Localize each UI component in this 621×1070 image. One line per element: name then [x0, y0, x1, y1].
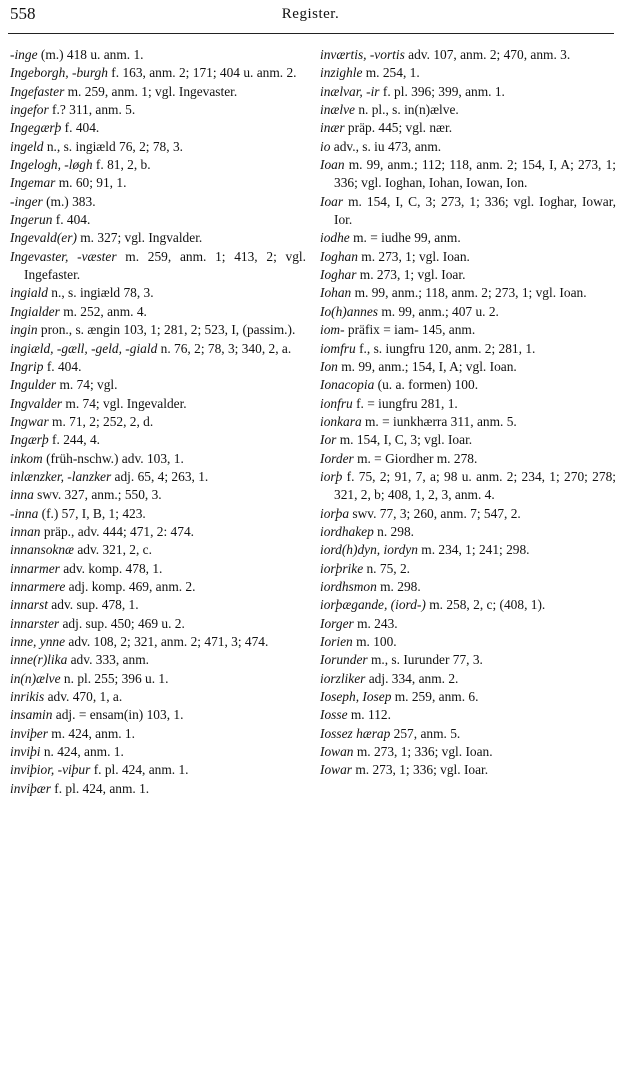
- index-entry: [320, 284, 616, 302]
- index-headword: inlænzker, -lanzker: [10, 468, 112, 484]
- index-entry: [320, 248, 616, 266]
- index-references: (m.) 383.: [42, 193, 96, 209]
- index-references: f. 404.: [52, 212, 91, 228]
- index-entry: [10, 743, 306, 761]
- index-headword: inværtis, -vortis: [320, 47, 405, 62]
- index-entry: [320, 138, 616, 156]
- index-headword: inviþær: [10, 780, 51, 796]
- index-headword: innarmer: [10, 560, 60, 576]
- index-entry: [320, 156, 616, 193]
- index-headword: inviþior, -viþur: [10, 762, 91, 778]
- left-column: [10, 46, 306, 798]
- index-references: n. pl., s. in(n)ælve.: [354, 102, 459, 118]
- index-entry: [10, 706, 306, 724]
- index-references: n. 75, 2.: [363, 560, 411, 576]
- index-headword: innan: [10, 523, 41, 539]
- index-headword: Ioghar: [320, 267, 357, 283]
- index-headword: innarster: [10, 615, 60, 631]
- index-entry: [320, 450, 616, 468]
- index-references: f. 404.: [43, 358, 82, 374]
- index-entry: [10, 450, 306, 468]
- index-headword: inviþi: [10, 744, 41, 760]
- index-entry: [320, 229, 616, 247]
- index-headword: ionfru: [320, 395, 353, 411]
- index-entry: [10, 211, 306, 229]
- index-references: f. pl. 424, anm. 1.: [50, 780, 150, 796]
- index-entry: [10, 193, 306, 211]
- index-headword: ingiæld, -gæll, -geld, -giald: [10, 340, 158, 356]
- index-headword: Ingelogh, -løgh: [10, 157, 93, 173]
- index-references: f.? 311, anm. 5.: [48, 102, 136, 118]
- index-references: f. 81, 2, b.: [92, 157, 151, 173]
- index-headword: Ionacopia: [320, 377, 375, 393]
- index-entry: [320, 193, 616, 230]
- index-headword: inær: [320, 120, 345, 136]
- index-references: präp. 445; vgl. nær.: [344, 120, 453, 136]
- index-headword: iorzliker: [320, 670, 366, 686]
- index-references: m. 273, 1; 336; vgl. Ioar.: [352, 762, 489, 778]
- index-entry: [320, 46, 616, 64]
- index-references: m. = Giordher m. 278.: [353, 450, 478, 466]
- index-entry: [10, 413, 306, 431]
- index-entry: [10, 505, 306, 523]
- index-references: swv. 77, 3; 260, anm. 7; 547, 2.: [349, 505, 521, 521]
- index-headword: Ingegærþ: [10, 120, 62, 136]
- index-references: adv. 470, 1, a.: [44, 689, 123, 705]
- index-references: m., s. Iurunder 77, 3.: [367, 652, 483, 668]
- index-headword: Ingerun: [10, 212, 53, 228]
- index-entry: [320, 523, 616, 541]
- index-references: m. 112.: [347, 707, 391, 723]
- index-headword: Iossez hærap: [320, 725, 391, 741]
- index-headword: iordhsmon: [320, 578, 377, 594]
- index-headword: inkom: [10, 450, 43, 466]
- index-references: pron., s. ængin 103, 1; 281, 2; 523, I, (passim.).: [37, 322, 296, 338]
- index-entry: [320, 266, 616, 284]
- index-references: n. 424, anm. 1.: [40, 744, 124, 760]
- index-entry: [10, 248, 306, 285]
- index-entry: [10, 670, 306, 688]
- index-entry: [10, 358, 306, 376]
- index-references: m. = iunkhærra 311, anm. 5.: [361, 413, 517, 429]
- index-headword: Ior: [320, 432, 337, 448]
- index-headword: Ioseph, Iosep: [320, 689, 392, 705]
- index-references: n. 298.: [373, 523, 414, 539]
- index-entry: [320, 743, 616, 761]
- index-entry: [320, 505, 616, 523]
- index-entry: [10, 431, 306, 449]
- index-headword: Ingvalder: [10, 395, 63, 411]
- index-references: m. = iudhe 99, anm.: [349, 230, 461, 246]
- index-headword: ingiald: [10, 285, 48, 301]
- index-references: f. 244, 4.: [48, 432, 101, 448]
- index-entry: [10, 101, 306, 119]
- index-entry: [10, 780, 306, 798]
- index-headword: Iorunder: [320, 652, 368, 668]
- index-references: m. 273, 1; 336; vgl. Ioan.: [353, 744, 493, 760]
- index-entry: [320, 431, 616, 449]
- index-headword: iorþa: [320, 505, 350, 521]
- index-headword: iodhe: [320, 230, 350, 246]
- index-references: adv. 107, anm. 2; 470, anm. 3.: [404, 47, 571, 62]
- index-headword: iorþ: [320, 468, 343, 484]
- index-headword: Ingrip: [10, 358, 44, 374]
- index-headword: Ingevaster, -væster: [10, 248, 117, 264]
- index-references: m. 252, anm. 4.: [59, 303, 147, 319]
- index-headword: iorþægande, (iord-): [320, 597, 426, 613]
- index-entry: [10, 83, 306, 101]
- index-entry: [320, 340, 616, 358]
- index-headword: inælvar, -ir: [320, 83, 380, 99]
- index-references: adj. = ensam(in) 103, 1.: [52, 707, 184, 723]
- index-headword: innansoknæ: [10, 542, 74, 558]
- index-entry: [320, 670, 616, 688]
- index-references: m. 74; vgl.: [56, 377, 118, 393]
- index-references: (f.) 57, I, B, 1; 423.: [38, 505, 146, 521]
- index-references: m. 273, 1; vgl. Ioan.: [357, 248, 470, 264]
- index-references: f. pl. 396; 399, anm. 1.: [379, 83, 505, 99]
- index-headword: innarst: [10, 597, 48, 613]
- index-headword: inne(r)lika: [10, 652, 68, 668]
- index-references: m. 327; vgl. Ingvalder.: [76, 230, 203, 246]
- index-headword: -inge: [10, 47, 38, 62]
- index-references: m. 74; vgl. Ingevalder.: [62, 395, 187, 411]
- index-references: adj. komp. 469, anm. 2.: [65, 578, 196, 594]
- index-entry: [320, 468, 616, 505]
- index-headword: Io(h)annes: [320, 303, 379, 319]
- running-head: Register.: [281, 6, 340, 22]
- index-headword: iom-: [320, 322, 345, 338]
- index-references: m. 99, anm.; 407 u. 2.: [378, 303, 499, 319]
- index-entry: [320, 358, 616, 376]
- index-entry: [320, 321, 616, 339]
- index-headword: -inna: [10, 505, 39, 521]
- index-headword: Iowan: [320, 744, 354, 760]
- index-headword: Ingulder: [10, 377, 57, 393]
- index-entry: [10, 468, 306, 486]
- index-headword: Ingwar: [10, 413, 49, 429]
- index-references: f. = iungfru 281, 1.: [352, 395, 458, 411]
- index-references: adj. sup. 450; 469 u. 2.: [59, 615, 185, 631]
- header-rule: [8, 33, 614, 34]
- index-entry: [320, 83, 616, 101]
- index-entry: [320, 101, 616, 119]
- index-entry: [320, 413, 616, 431]
- index-references: (m.) 418 u. anm. 1.: [37, 47, 144, 62]
- index-references: adv. komp. 478, 1.: [59, 560, 163, 576]
- index-references: m. 99, anm.; 112; 118, anm. 2; 154, I, A; 273, 1; 336; vgl. Ioghan, Iohan, Iowan, Ion.: [334, 157, 616, 191]
- index-references: m. 258, 2, c; (408, 1).: [425, 597, 546, 613]
- index-references: m. 259, anm. 1; 413, 2; vgl. Ingefaster.: [24, 248, 306, 283]
- index-entry: [320, 578, 616, 596]
- index-references: f. 75, 2; 91, 7, a; 98 u. anm. 2; 234, 1; 270; 278; 321, 2, b; 408, 1, 2, 3, anm. 4.: [334, 468, 616, 503]
- index-references: adv. sup. 478, 1.: [47, 597, 139, 613]
- index-entry: [320, 376, 616, 394]
- index-entry: [320, 596, 616, 614]
- index-references: m. 100.: [352, 634, 397, 649]
- index-entry: [320, 633, 616, 651]
- index-headword: Ingialder: [10, 303, 60, 319]
- index-entry: [10, 174, 306, 192]
- index-entry: [10, 229, 306, 247]
- index-headword: iordhakep: [320, 523, 374, 539]
- index-headword: in(n)ælve: [10, 670, 61, 686]
- index-references: f. pl. 424, anm. 1.: [90, 762, 189, 778]
- index-entry: [10, 156, 306, 174]
- index-references: m. 154, I, C, 3; 273, 1; 336; vgl. Ioghar, Iowar, Ior.: [334, 193, 616, 228]
- index-headword: Iorder: [320, 450, 354, 466]
- index-references: m. 99, anm.; 118, anm. 2; 273, 1; vgl. Ioan.: [351, 285, 587, 301]
- index-references: f. 404.: [61, 120, 100, 136]
- index-headword: innarmere: [10, 578, 66, 594]
- index-entry: [10, 651, 306, 669]
- index-entry: [10, 541, 306, 559]
- index-entry: [10, 46, 306, 64]
- index-references: m. 154, I, C, 3; vgl. Ioar.: [336, 432, 473, 448]
- index-references: m. 298.: [376, 578, 421, 594]
- index-headword: inviþer: [10, 725, 48, 741]
- index-headword: ingeld: [10, 138, 44, 154]
- index-references: m. 234, 1; 241; 298.: [417, 542, 530, 558]
- index-entry: [320, 651, 616, 669]
- index-entry: [320, 541, 616, 559]
- index-entry: [10, 340, 306, 358]
- index-references: adv. 108, 2; 321, anm. 2; 471, 3; 474.: [65, 634, 269, 649]
- index-entry: [10, 64, 306, 82]
- index-headword: iorþrike: [320, 560, 364, 576]
- index-headword: Ioghan: [320, 248, 358, 264]
- index-entry: [320, 725, 616, 743]
- index-references: swv. 327, anm.; 550, 3.: [33, 487, 162, 503]
- index-entry: [320, 303, 616, 321]
- index-entry: [10, 560, 306, 578]
- index-references: n., s. ingiæld 78, 3.: [47, 285, 154, 301]
- index-headword: Ingefaster: [10, 83, 65, 99]
- index-references: m. 254, 1.: [362, 65, 420, 81]
- index-headword: insamin: [10, 707, 53, 723]
- page-number: 558: [10, 4, 36, 23]
- index-headword: ingefor: [10, 102, 49, 118]
- index-entry: [10, 303, 306, 321]
- index-references: n. pl. 255; 396 u. 1.: [60, 670, 169, 686]
- index-headword: Ingeborgh, -burgh: [10, 65, 108, 81]
- index-entry: [10, 119, 306, 137]
- index-entry: [320, 395, 616, 413]
- index-entry: [10, 596, 306, 614]
- index-headword: Iorger: [320, 615, 354, 631]
- index-references: (früh-nschw.) adv. 103, 1.: [42, 450, 184, 466]
- index-headword: Ingærþ: [10, 432, 49, 448]
- index-entry: [320, 615, 616, 633]
- index-references: adv. 333, anm.: [67, 652, 149, 668]
- index-references: f. 163, anm. 2; 171; 404 u. anm. 2.: [107, 65, 297, 81]
- index-headword: iord(h)dyn, iordyn: [320, 542, 418, 558]
- index-headword: ingin: [10, 322, 38, 338]
- right-column: [320, 46, 616, 780]
- index-entry: [10, 615, 306, 633]
- index-references: m. 60; 91, 1.: [55, 175, 127, 191]
- index-entry: [10, 761, 306, 779]
- index-references: m. 243.: [353, 615, 398, 631]
- index-entry: [10, 523, 306, 541]
- index-references: adv., s. iu 473, anm.: [330, 138, 442, 154]
- index-entry: [10, 284, 306, 302]
- index-headword: Ingevald(er): [10, 230, 77, 246]
- index-entry: [10, 395, 306, 413]
- index-headword: Ion: [320, 358, 338, 374]
- index-headword: Ioar: [320, 193, 344, 209]
- index-references: präp., adv. 444; 471, 2: 474.: [40, 523, 194, 539]
- index-headword: inælve: [320, 102, 355, 118]
- index-headword: Iosse: [320, 707, 348, 723]
- index-references: m. 99, anm.; 154, I, A; vgl. Ioan.: [337, 358, 517, 374]
- index-references: f., s. iungfru 120, anm. 2; 281, 1.: [355, 340, 536, 356]
- index-references: m. 273, 1; vgl. Ioar.: [356, 267, 466, 283]
- index-entry: [320, 64, 616, 82]
- index-entry: [10, 321, 306, 339]
- index-entry: [320, 706, 616, 724]
- index-references: adj. 65, 4; 263, 1.: [111, 468, 209, 484]
- index-references: präfix = iam- 145, anm.: [344, 322, 476, 338]
- index-headword: inna: [10, 487, 34, 503]
- index-entry: [10, 725, 306, 743]
- index-headword: inne, ynne: [10, 634, 66, 649]
- index-headword: Iowar: [320, 762, 352, 778]
- index-references: 257, anm. 5.: [390, 725, 461, 741]
- index-headword: Ioan: [320, 157, 345, 173]
- index-references: m. 259, anm. 1; vgl. Ingevaster.: [64, 83, 238, 99]
- index-references: adj. 334, anm. 2.: [365, 670, 459, 686]
- index-references: n. 76, 2; 78, 3; 340, 2, a.: [157, 340, 292, 356]
- index-headword: -inger: [10, 193, 43, 209]
- index-entry: [10, 688, 306, 706]
- index-references: (u. a. formen) 100.: [374, 377, 479, 393]
- index-headword: Iohan: [320, 285, 352, 301]
- index-headword: Iorien: [320, 634, 353, 649]
- index-entry: [320, 119, 616, 137]
- index-headword: ionkara: [320, 413, 362, 429]
- index-headword: inrikis: [10, 689, 45, 705]
- index-references: n., s. ingiæld 76, 2; 78, 3.: [43, 138, 183, 154]
- index-entry: [320, 688, 616, 706]
- index-entry: [10, 633, 306, 651]
- index-entry: [10, 578, 306, 596]
- index-entry: [320, 560, 616, 578]
- index-headword: Ingemar: [10, 175, 56, 191]
- index-references: adv. 321, 2, c.: [73, 542, 152, 558]
- index-entry: [10, 486, 306, 504]
- index-headword: inzighle: [320, 65, 363, 81]
- index-references: m. 424, anm. 1.: [47, 725, 135, 741]
- index-references: m. 259, anm. 6.: [391, 689, 479, 705]
- index-headword: iomfru: [320, 340, 356, 356]
- index-entry: [10, 376, 306, 394]
- index-entry: [10, 138, 306, 156]
- index-headword: io: [320, 138, 331, 154]
- index-entry: [320, 761, 616, 779]
- index-references: m. 71, 2; 252, 2, d.: [48, 413, 154, 429]
